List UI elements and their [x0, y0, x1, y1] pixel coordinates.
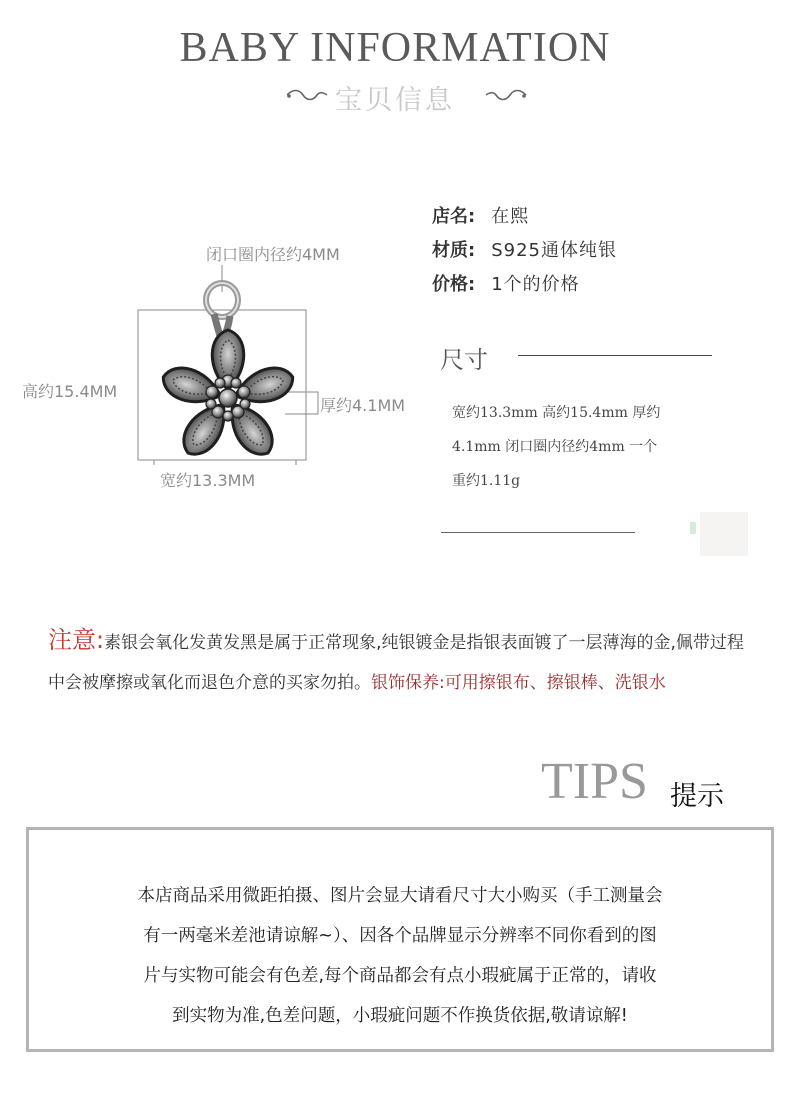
tips-text	[65, 876, 735, 1036]
price-label: 价格:	[432, 274, 476, 295]
tips-line: 到实物为准,色差问题，小瑕疵问题不作换货依据,敬请谅解!	[172, 1006, 628, 1026]
notice-label: 注意:	[48, 626, 105, 654]
size-line: 宽约13.3mm 高约15.4mm 厚约	[452, 405, 661, 421]
decorative-blur	[700, 512, 748, 556]
notice-text: 素银会氧化发黄发黑是属于正常现象,纯银镀金是指银表面镀了一层薄海的金,佩带过程中会被摩擦或氧化而退色介意的买家勿拍。	[48, 633, 744, 693]
page-title: BABY INFORMATION	[179, 25, 611, 71]
size-heading: 尺寸	[440, 346, 488, 374]
shop-value: 在熙	[491, 206, 530, 227]
shop-row	[432, 202, 529, 228]
ring-diameter-label: 闭口圈内径约4MM	[206, 245, 340, 264]
size-divider	[518, 355, 712, 356]
tips-line: 有一两毫米差池请谅解~）、因各个品牌显示分辨率不同你看到的图	[143, 926, 657, 946]
tips-subtitle: 提示	[670, 781, 724, 812]
height-label: 高约15.4MM	[22, 382, 118, 401]
size-line: 重约1.11g	[452, 473, 521, 489]
tips-line: 片与实物可能会有色差,每个商品都会有点小瑕疵属于正常的，请收	[143, 966, 657, 986]
size-line: 4.1mm 闭口圈内径约4mm 一个	[452, 439, 658, 455]
tips-title: TIPS	[541, 753, 648, 810]
page-subtitle: 宝贝信息	[335, 85, 455, 116]
flower-pendant-image	[130, 270, 330, 470]
material-label: 材质:	[432, 240, 476, 261]
notice-paragraph	[48, 620, 760, 703]
shop-label: 店名:	[432, 206, 476, 227]
tips-box	[26, 827, 774, 1052]
care-text: 银饰保养:可用擦银布、擦银棒、洗银水	[371, 673, 666, 693]
tips-line: 本店商品采用微距拍摄、图片会显大请看尺寸大小购买（手工测量会	[137, 886, 663, 906]
price-value: 1个的价格	[491, 274, 580, 295]
material-row	[432, 236, 617, 262]
width-label: 宽约13.3MM	[160, 471, 256, 490]
thickness-label: 厚约4.1MM	[320, 396, 406, 415]
price-row	[432, 270, 580, 296]
size-description	[452, 396, 712, 498]
decorative-mark	[690, 522, 696, 534]
material-value: S925通体纯银	[491, 240, 617, 261]
size-bottom-divider	[441, 532, 635, 533]
